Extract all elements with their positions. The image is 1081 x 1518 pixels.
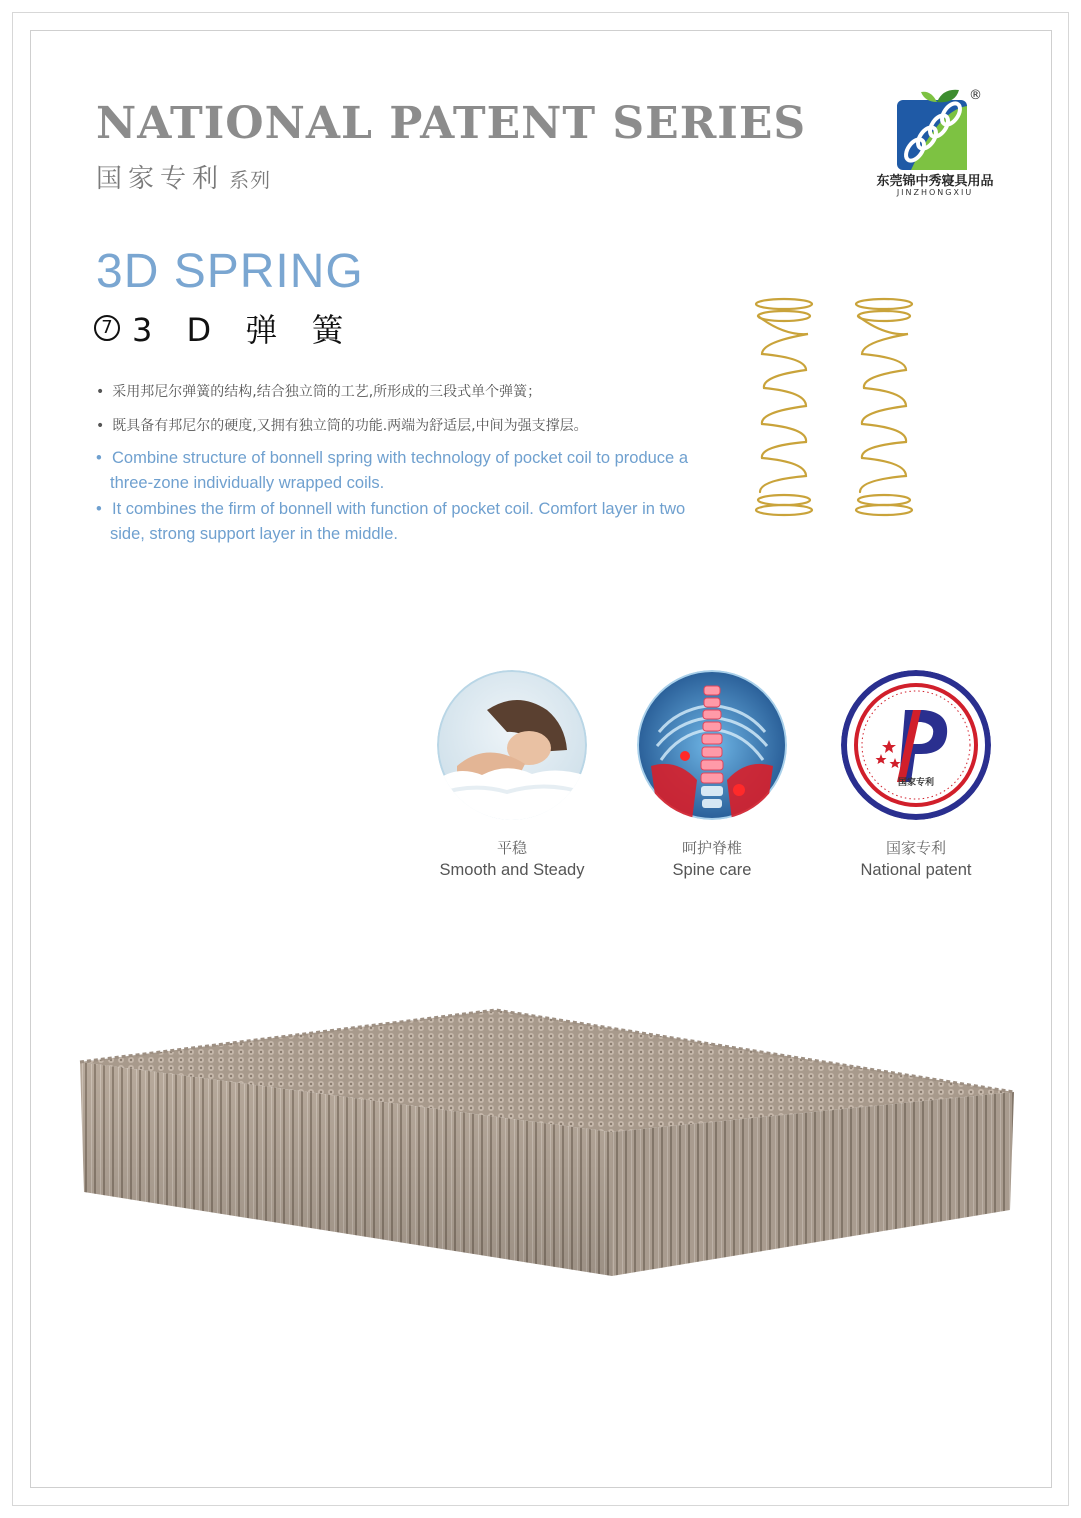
product-title-cn — [94, 306, 356, 350]
feature-spine-care — [612, 670, 812, 882]
description-cn-item: • 既具备有邦尼尔的硬度,又拥有独立筒的功能.两端为舒适层,中间为强支撑层。 — [96, 409, 588, 443]
logo-company-en: JINZHONGXIU — [896, 188, 974, 197]
description-cn-list — [96, 375, 588, 443]
feature-cn-label: 呵护脊椎 — [681, 839, 742, 857]
product-number-badge: 7 — [94, 315, 120, 341]
leaf-spring-logo-icon — [897, 88, 969, 172]
product-title-cn-text: 3 D 弹 簧 — [132, 311, 356, 349]
registered-mark: ® — [969, 88, 982, 103]
gold-spring-coils-icon — [748, 296, 928, 520]
feature-smooth-steady — [412, 670, 612, 882]
company-logo — [855, 80, 1015, 204]
logo-company-cn: 东莞锦中秀寝具用品 — [876, 174, 994, 189]
spring-coil — [856, 299, 912, 515]
description-en-list — [96, 446, 696, 548]
series-cn-main: 国家专利 — [96, 164, 225, 194]
feature-en-label: Smooth and Steady — [439, 861, 585, 879]
spring-coil — [756, 299, 812, 515]
description-en-item: • Combine structure of bonnell spring with technology of pocket coil to produce a three-zone individually wrapped coils. — [96, 446, 696, 496]
series-title: NATIONAL PATENT SERIES — [96, 98, 807, 149]
sleeping-woman-icon — [437, 670, 587, 820]
feature-en-label: Spine care — [672, 861, 752, 879]
patent-seal-text: 国家专利 — [897, 778, 935, 788]
patent-seal-icon — [841, 670, 991, 820]
description-cn-item: • 采用邦尼尔弹簧的结构,结合独立筒的工艺,所形成的三段式单个弹簧； — [96, 375, 588, 409]
series-cn-sub: 系列 — [229, 168, 272, 192]
spine-xray-icon — [637, 670, 787, 820]
product-title-en: 3D SPRING — [96, 245, 364, 298]
feature-row — [430, 670, 1000, 890]
series-subtitle-cn — [96, 158, 271, 195]
pocket-spring-unit-icon — [76, 1000, 1016, 1280]
feature-en-label: National patent — [860, 861, 972, 879]
description-en-item: • It combines the firm of bonnell with function of pocket coil. Comfort layer in two side, strong support layer in the middle. — [96, 497, 696, 547]
feature-cn-label: 平稳 — [496, 839, 527, 857]
feature-cn-label: 国家专利 — [885, 839, 946, 857]
feature-national-patent — [816, 670, 1016, 882]
